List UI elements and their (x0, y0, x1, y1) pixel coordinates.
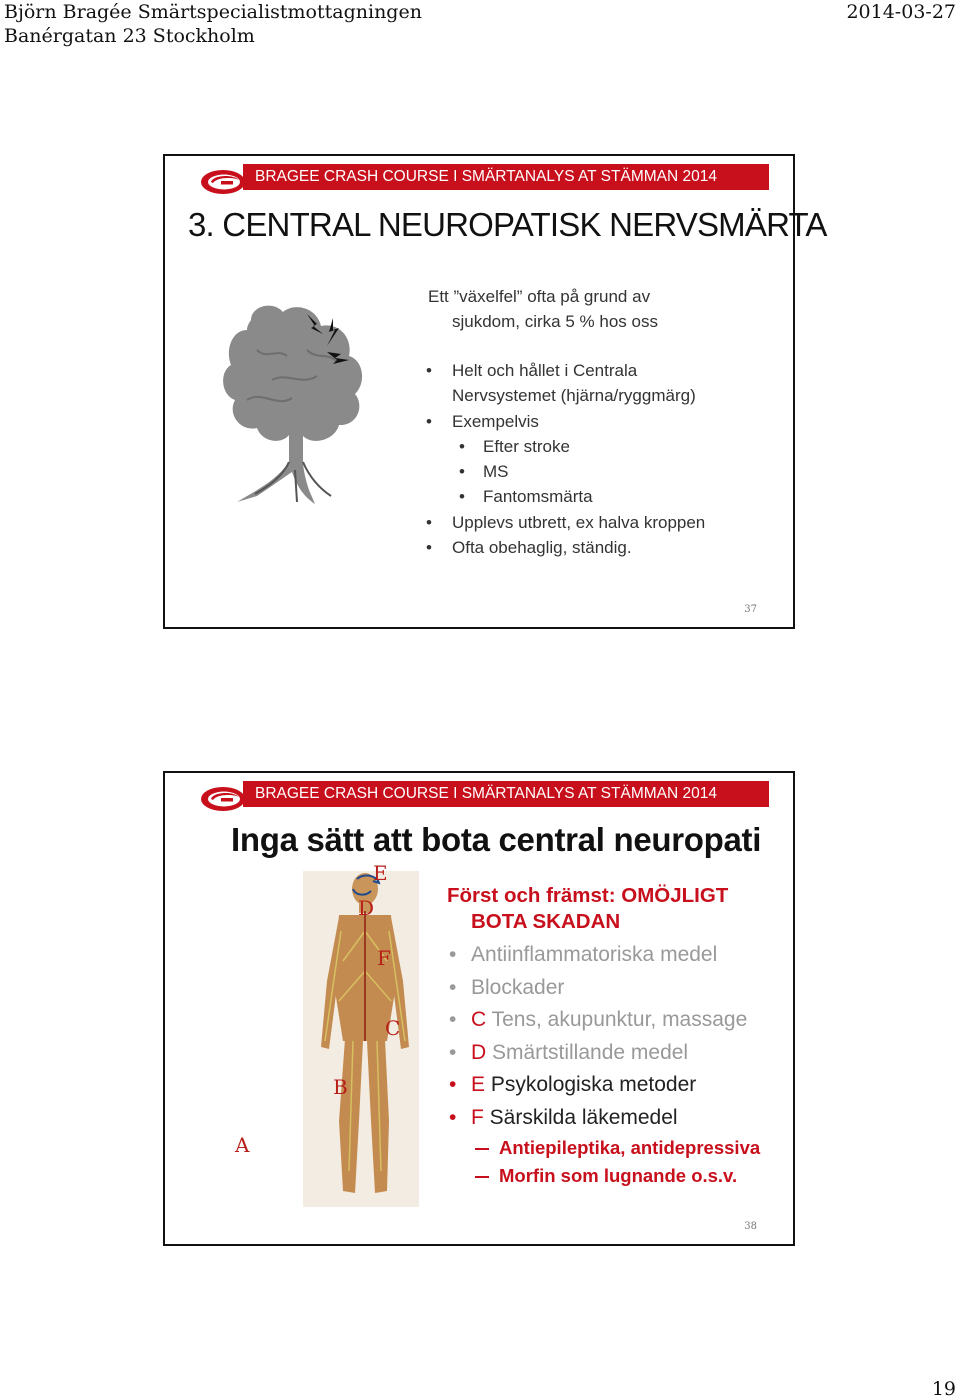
list-item (447, 939, 777, 972)
intro-line: sjukdom, cirka 5 % hos oss (452, 312, 658, 331)
item-text: Särskilda läkemedel (483, 1105, 678, 1129)
item-text: Smärtstillande medel (486, 1040, 689, 1064)
item-letter: D (471, 1040, 487, 1064)
item-text: Psykologiska metoder (485, 1073, 697, 1096)
figure-label-e: E (373, 861, 388, 885)
list-item: • Fantomsmärta (428, 484, 778, 509)
course-banner: BRAGEE CRASH COURSE I SMÄRTANALYS AT STÄMMAN 2014 (243, 781, 769, 807)
list-item: • Upplevs utbrett, ex halva kroppen (428, 510, 778, 535)
bullet-list (447, 939, 777, 1134)
nervous-system-figure (303, 871, 419, 1207)
item-text: ntiinflammatoriska medel (485, 943, 718, 966)
figure-label-f: F (377, 946, 391, 970)
list-item: Nervsystemet (hjärna/ryggmärg) (452, 386, 696, 406)
bullet-list (428, 358, 778, 560)
sub-list-item: Antiepileptika, antidepressiva (447, 1134, 777, 1162)
sub-list-item: Morfin som lugnande o.s.v. (447, 1162, 777, 1190)
list-item (447, 972, 777, 1005)
item-letter: E (471, 1073, 486, 1096)
list-item (447, 1004, 777, 1037)
list-item (447, 1069, 777, 1102)
figure-label-d: D (358, 896, 375, 920)
slide-title: Inga sätt att bota central neuropati (231, 821, 762, 858)
headline (447, 883, 777, 935)
list-item (447, 1037, 777, 1070)
treatment-list (447, 883, 777, 1190)
item-letter: C (471, 1008, 487, 1031)
list-item (447, 1102, 777, 1135)
list-item: • Exempelvis (428, 409, 778, 434)
list-item: • Helt och hållet i Centrala (428, 358, 778, 383)
slide-37 (163, 154, 827, 629)
intro-text (428, 284, 758, 334)
item-letter: A (471, 943, 486, 966)
header-date: 2014-03-27 (846, 1, 956, 23)
page-number: 19 (931, 1378, 956, 1400)
item-letter: F (471, 1105, 484, 1129)
figure-label-b: B (333, 1075, 348, 1099)
list-item: • Efter stroke (428, 434, 778, 459)
slide-number: 37 (744, 604, 757, 615)
list-item: • MS (428, 459, 778, 484)
headline-line: Först och främst: OMÖJLIGT (447, 884, 729, 907)
slide-number: 38 (744, 1221, 757, 1232)
course-banner: BRAGEE CRASH COURSE I SMÄRTANALYS AT STÄMMAN 2014 (243, 164, 769, 190)
header-address: Banérgatan 23 Stockholm (4, 25, 255, 47)
intro-line: Ett ”växelfel” ofta på grund av (428, 287, 651, 306)
brain-tree-illustration (217, 290, 367, 510)
header-author: Björn Bragée Smärtspecialistmottagningen (4, 1, 422, 23)
slide-title: 3. CENTRAL NEUROPATISK NERVSMÄRTA (188, 206, 827, 243)
list-item: • Ofta obehaglig, ständig. (428, 535, 778, 560)
figure-label-a: A (235, 1133, 250, 1157)
figure-label-c: C (385, 1016, 401, 1040)
item-text: lockader (485, 975, 565, 999)
bragee-logo-icon (199, 164, 247, 196)
item-letter: B (471, 975, 486, 999)
slide-38 (163, 771, 795, 1246)
headline-line: BOTA SKADAN (471, 910, 621, 933)
sub-list (447, 1134, 777, 1190)
item-text: Tens, akupunktur, massage (486, 1008, 748, 1031)
bragee-logo-icon (199, 781, 247, 813)
